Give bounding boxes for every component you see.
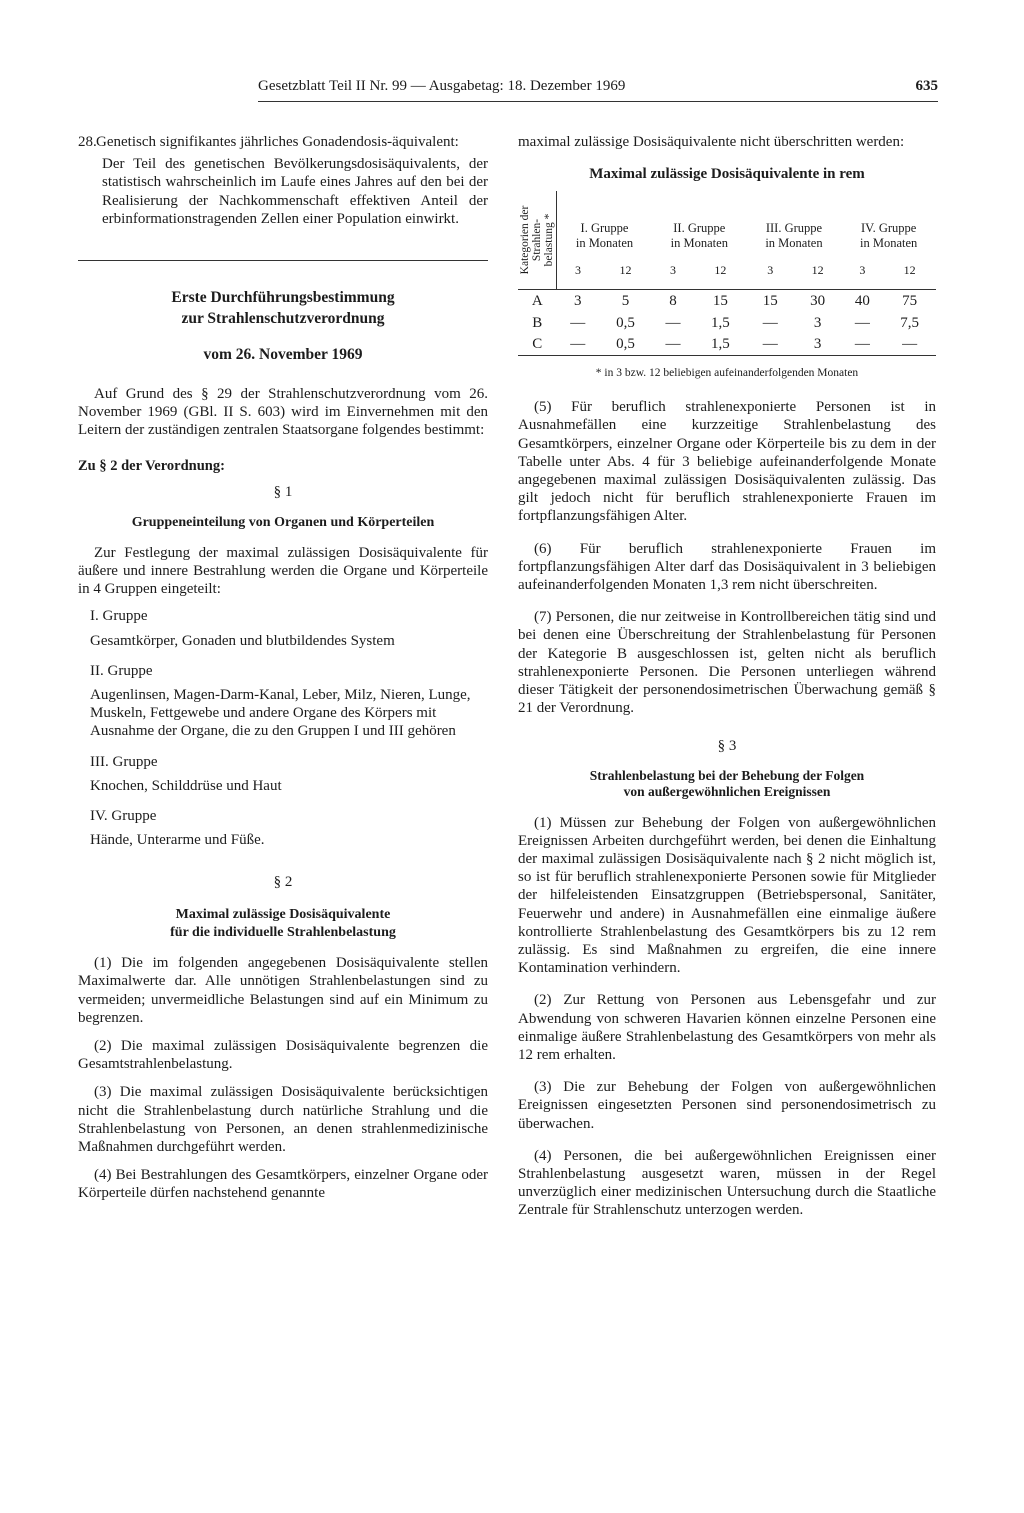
table-group-2 — [652, 191, 747, 251]
table-cell: 5 — [599, 290, 652, 312]
section-2-para-3: (3) Die maximal zulässigen Dosisäquivalente berücksichtigen nicht die Strahlenbelastung durch natürliche Strahlung und die Strahlenbelastung von Personen, an denen strahlenmedizinische Maßnahmen durchgeführt werden. — [78, 1084, 488, 1155]
group-3-name: III. Gruppe — [90, 753, 158, 770]
row-category: A — [518, 290, 557, 312]
month-header: 3 — [574, 263, 581, 278]
table-cell: 3 — [557, 290, 599, 312]
section-1-title: Gruppeneinteilung von Organen und Körperteilen — [131, 514, 435, 530]
kategorie-label: Kategorien der Strahlen- belastung * — [519, 206, 555, 275]
table-cell: 75 — [883, 290, 936, 312]
row-category: C — [518, 333, 557, 355]
group-list — [78, 607, 488, 849]
table-cell: — — [854, 314, 870, 331]
section-2-para-4: (4) Bei Bestrahlungen des Gesamtkörpers, einzelner Organe oder Körperteile dürfen nachstehend genannte — [78, 1167, 488, 1202]
table-title: Maximal zulässige Dosisäquivalente in rem — [589, 166, 865, 183]
section-2-para-6: (6) Für beruflich strahlenexponierte Frauen im fortpflanzungsfähigen Alter darf das Dosisäquivalent in 3 beliebigen aufeinanderfolgenden Monaten 1,3 rem nicht überschreiten. — [518, 540, 936, 593]
group-2-body: Augenlinsen, Magen-Darm-Kanal, Leber, Milz, Nieren, Lunge, Muskeln, Fettgewebe und andere Organe des Körpers mit Ausnahme der Organe, die zu den Gruppen I und III gehören — [90, 687, 471, 740]
section-3-para-4: (4) Personen, die bei außergewöhnlichen Ereignissen einer Strahlenbelastung ausgesetzt waren, müssen in der Regel unverzüglich einer medizinischen Untersuchung durch die Staatliche Zentrale für Strahlenschutz unterzogen werden. — [518, 1147, 936, 1219]
group-header-name: IV. Gruppe — [860, 221, 917, 236]
table-cell: 40 — [841, 290, 883, 312]
section-3-title-line-1: Strahlenbelastung bei der Behebung der Folgen — [589, 767, 865, 783]
section-1-text: Zur Festlegung der maximal zulässigen Dosisäquivalente für äußere und innere Bestrahlung werden die Organe und Körperteile in 4 Gruppen eingeteilt: — [78, 544, 488, 598]
month-header: 3 — [767, 263, 774, 278]
table-cell: 8 — [652, 290, 694, 312]
left-column — [78, 133, 488, 1203]
section-2-para-5: (5) Für beruflich strahlenexponierte Personen ist in Ausnahmefällen eine kurzzeitige Strahlenbelastung des Gesamtkörpers, einzelner Organe oder Körperteile bis zu dem in der Tabelle unter Abs. 4 für 3 beliebige aufeinanderfolgende Monate angegebenen maximal zulässigen Dosisäquivalenten zulässig. Das gilt jedoch nicht für beruflich strahlenexponierte Frauen im fortpflanzungsfähigen Alter. — [518, 399, 936, 525]
table-cell: 3 — [794, 333, 841, 355]
group-2-name: II. Gruppe — [90, 662, 153, 679]
table-row — [518, 333, 936, 355]
table-group-1 — [557, 191, 652, 251]
continuation-text: maximal zulässige Dosisäquivalente nicht überschritten werden: — [518, 134, 905, 150]
document-date: vom 26. November 1969 — [203, 346, 363, 364]
table-cell: — — [883, 333, 936, 355]
group-header-name: III. Gruppe — [765, 221, 823, 236]
table-group-3 — [747, 191, 842, 251]
document-title-line-2: zur Strahlenschutzverordnung — [181, 310, 385, 328]
group-header-sub: in Monaten — [860, 236, 918, 251]
table-cell: — — [570, 314, 586, 331]
zu-heading: Zu § 2 der Verordnung: — [78, 458, 225, 475]
table-cell: — — [747, 333, 794, 355]
section-3-title-line-2: von außergewöhnlichen Ereignissen — [623, 783, 831, 799]
group-1-body: Gesamtkörper, Gonaden und blutbildendes System — [90, 632, 395, 649]
table-cell: — — [652, 333, 694, 355]
document-title-line-1: Erste Durchführungsbestimmung — [171, 289, 395, 307]
table-cell: 30 — [794, 290, 841, 312]
table-cell: 7,5 — [900, 314, 920, 331]
table-row — [518, 290, 936, 312]
group-4-name: IV. Gruppe — [90, 808, 157, 825]
section-2-title-line-1: Maximal zulässige Dosisäquivalente — [175, 906, 391, 922]
section-separator — [78, 260, 488, 261]
row-category: B — [532, 314, 543, 331]
section-2-title-line-2: für die individuelle Strahlenbelastung — [170, 924, 396, 940]
table-cell: 1,5 — [710, 314, 730, 331]
item-definition: Der Teil des genetischen Bevölkerungsdosisäquivalents, der statistisch wahrscheinlich im Laufe eines Jahres auf den bei der Realisierung der Nachkommenschaft effektiven Anteil der erbinformationstragenden Zellen einer Population einwirkt. — [102, 156, 488, 227]
table-cell: 15 — [747, 290, 794, 312]
page-number: 635 — [915, 78, 938, 94]
section-2-para-7: (7) Personen, die nur zeitweise in Kontrollbereichen tätig sind und bei denen eine Überschreitung der Strahlenbelastung für Personen der Kategorie B ausgeschlossen ist, gelten nicht als beruflich strahlenexponierte Personen. Die Personen unterliegen während dieser Tätigkeit der personendosimetrischen Überwachung gemäß § 21 der Verordnung. — [518, 609, 936, 717]
section-3-number: § 3 — [717, 738, 737, 755]
group-header-name: II. Gruppe — [673, 221, 726, 236]
month-header: 12 — [811, 263, 824, 278]
table-cell: 15 — [694, 290, 747, 312]
section-3-para-2: (2) Zur Rettung von Personen aus Lebensgefahr und zur Abwendung von schweren Havarien können einzelne Personen eine einmalige äußere Strahlenbelastung des Gesamtkörpers von mehr als 12 rem erhalten. — [518, 992, 936, 1063]
group-header-sub: in Monaten — [765, 236, 823, 251]
definition-item-28 — [78, 133, 488, 228]
section-2-number: § 2 — [273, 874, 293, 891]
kategorie-header — [518, 191, 557, 290]
table-cell: 0,5 — [599, 333, 652, 355]
table-row — [518, 312, 936, 334]
section-2-para-2: (2) Die maximal zulässigen Dosisäquivalente begrenzen die Gesamtstrahlenbelastung. — [78, 1037, 488, 1073]
table-footnote: * in 3 bzw. 12 beliebigen aufeinanderfolgenden Monaten — [595, 366, 859, 379]
month-header: 12 — [903, 263, 916, 278]
section-3-para-3: (3) Die zur Behebung der Folgen von außergewöhnlichen Ereignissen eingesetzten Personen sind personendosimetrisch zu überwachen. — [518, 1079, 936, 1132]
section-1-number: § 1 — [273, 484, 293, 501]
preamble: Auf Grund des § 29 der Strahlenschutzverordnung vom 26. November 1969 (GBl. II S. 603) wird im Einvernehmen mit den Leitern der zuständigen zentralen Staatsorgane folgendes bestimmt: — [78, 385, 488, 439]
section-2-para-1: (1) Die im folgenden angegebenen Dosisäquivalente stellen Maximalwerte dar. Alle unnötigen Strahlenbelastungen sind zu vermeiden; unvermeidliche Belastungen sind auf ein Minimum zu begrenzen. — [78, 955, 488, 1026]
item-number: 28. — [78, 134, 97, 150]
table-cell: 0,5 — [616, 314, 635, 331]
group-header-name: I. Gruppe — [580, 221, 629, 236]
item-title: Genetisch signifikantes jährliches Gonadendosis-äquivalent: — [96, 134, 459, 150]
month-header: 3 — [859, 263, 866, 278]
group-3-body: Knochen, Schilddrüse und Haut — [90, 777, 282, 794]
header-rule — [258, 101, 938, 102]
table-group-4 — [841, 191, 936, 251]
table-cell: — — [665, 314, 681, 331]
month-header: 3 — [670, 263, 676, 278]
running-head: Gesetzblatt Teil II Nr. 99 — Ausgabetag: 18. Dezember 1969 — [258, 78, 626, 94]
group-4-body: Hände, Unterarme und Füße. — [90, 832, 265, 849]
group-header-sub: in Monaten — [670, 236, 728, 251]
table-cell: — — [841, 333, 883, 355]
dose-table — [518, 191, 936, 356]
month-header: 12 — [619, 263, 632, 278]
right-column — [518, 133, 936, 1220]
table-cell: — — [762, 314, 778, 331]
table-cell: 3 — [813, 314, 822, 331]
section-3-para-1: (1) Müssen zur Behebung der Folgen von außergewöhnlichen Ereignissen Arbeiten durchgeführt werden, bei denen die Einhaltung der maximal zulässigen Dosisäquivalente nach § 2 nicht möglich ist, so ist für beruflich strahlenexponierte Personen sowie für Mitglieder der hilfeleistenden Einsatzgruppen (Betriebspersonal, Sanitäter, Feuerwehr und andere) in Ausnahmefällen eine einmalige äußere kontrollierte Strahlenbelastung des Gesamtkörpers bis zu 12 rem zulässig. Es sind Maßnahmen zu ergreifen, die eine innere Kontamination verhindern. — [518, 814, 936, 977]
month-header: 12 — [714, 263, 727, 278]
table-cell: — — [557, 333, 599, 355]
group-header-sub: in Monaten — [575, 236, 634, 251]
group-1-name: I. Gruppe — [90, 608, 148, 625]
table-cell: 1,5 — [694, 333, 747, 355]
